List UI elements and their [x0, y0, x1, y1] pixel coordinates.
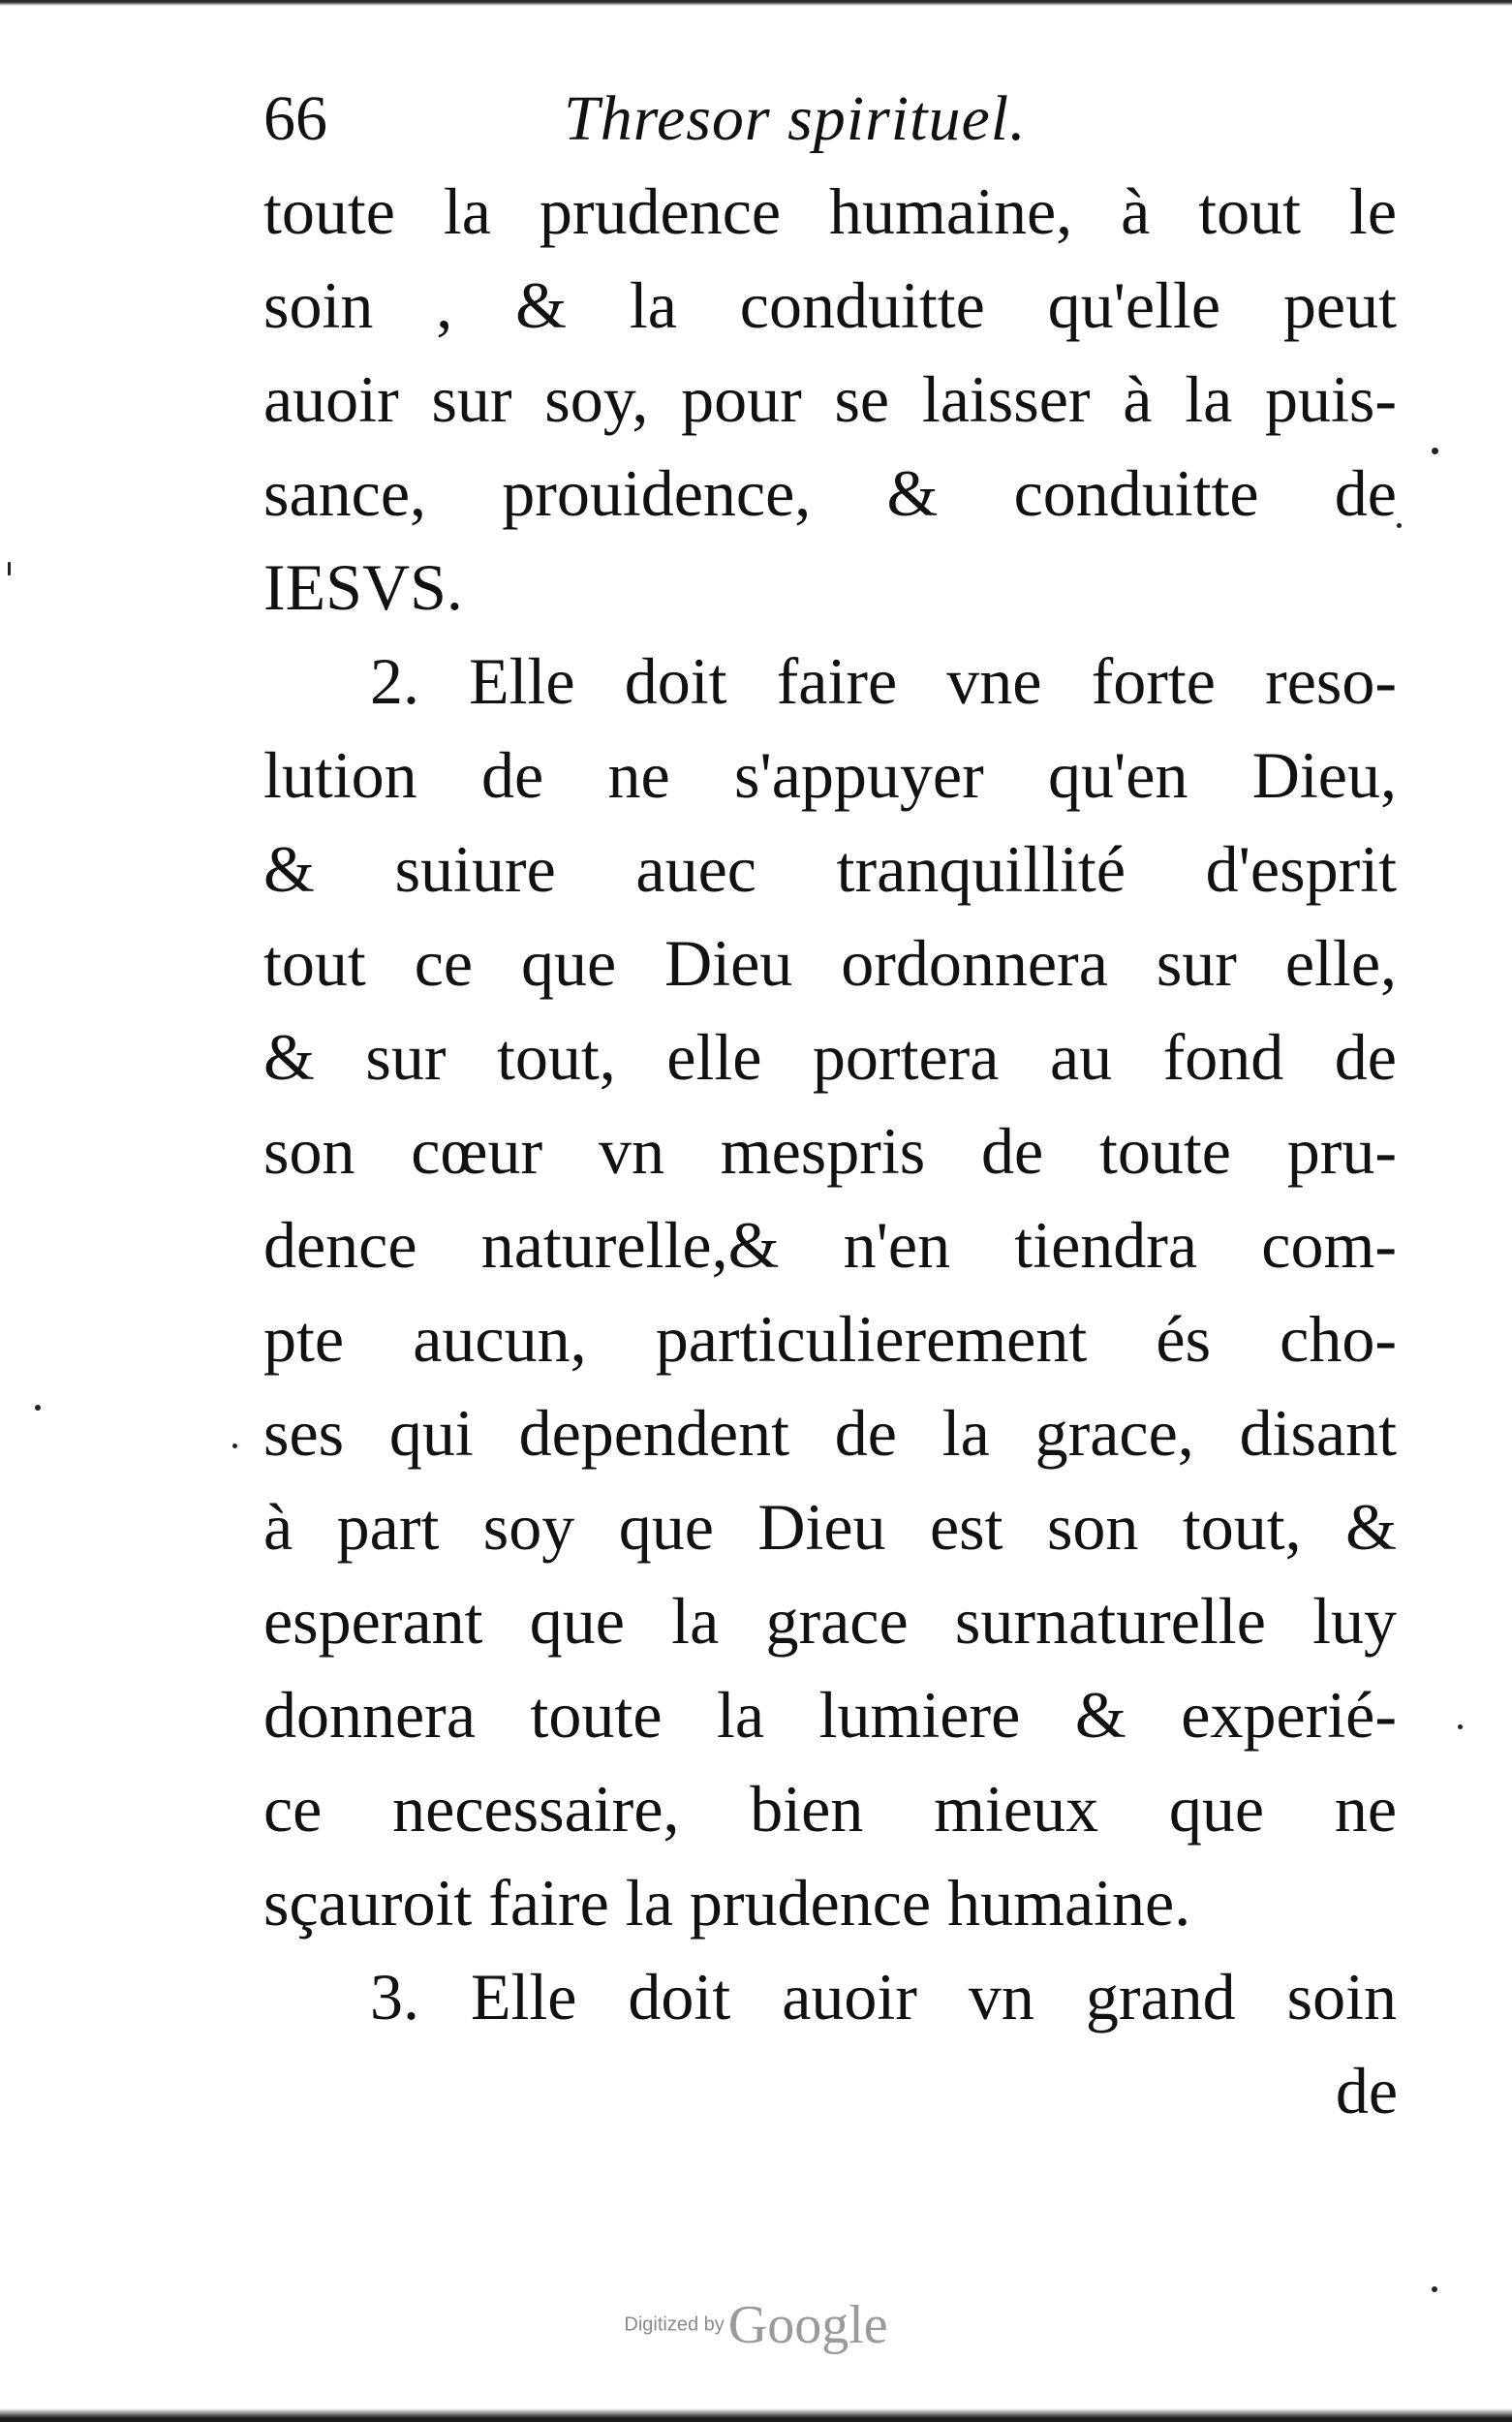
text-line-numbered: 2. Elle doit faire vne forte reso-: [370, 644, 1397, 718]
text-line: & suiure auec tranquillité d'esprit: [263, 832, 1397, 906]
body-text: [263, 165, 1397, 2044]
scan-edge-bottom: [0, 2408, 1512, 2422]
scan-speck: [232, 1444, 237, 1448]
text-line: IESVS.: [263, 550, 463, 624]
text-line: ce necessaire, bien mieux que ne: [263, 1772, 1397, 1846]
scan-speck: [8, 562, 11, 575]
text-line: auoir sur soy, pour se laisser à la puis-: [263, 362, 1397, 436]
google-logo: Google: [727, 2295, 888, 2355]
text-line: à part soy que Dieu est son tout, &: [263, 1490, 1397, 1564]
text-line: & sur tout, elle portera au fond de: [263, 1020, 1397, 1094]
text-line: sance, prouidence, & conduitte de: [263, 456, 1397, 530]
scan-speck: [35, 1405, 41, 1411]
text-line: donnera toute la lumiere & experié-: [263, 1678, 1397, 1752]
scan-speck: [1458, 1724, 1463, 1729]
text-line: ses qui dependent de la grace, disant: [263, 1396, 1397, 1470]
digitized-label: Digitized by: [624, 2313, 725, 2336]
text-line-numbered: 3. Elle doit auoir vn grand soin: [370, 1960, 1397, 2034]
scan-speck: [1432, 2286, 1437, 2292]
text-line: sçauroit faire la prudence humaine.: [263, 1866, 1191, 1940]
text-line: lution de ne s'appuyer qu'en Dieu,: [263, 738, 1397, 812]
text-line: soin , & la conduitte qu'elle peut: [263, 268, 1397, 342]
scan-speck: [1432, 448, 1438, 454]
page-number: 66: [263, 83, 327, 154]
text-line: esperant que la grace surnaturelle luy: [263, 1584, 1397, 1658]
running-title: Thresor spirituel.: [564, 83, 1027, 154]
digitized-watermark: [0, 2294, 1512, 2356]
text-line: pte aucun, particulierement és cho-: [263, 1302, 1397, 1376]
scan-edge-top: [0, 0, 1512, 6]
text-line: tout ce que Dieu ordonnera sur elle,: [263, 926, 1397, 1000]
text-line: son cœur vn mespris de toute pru-: [263, 1114, 1397, 1188]
catchword: de: [1335, 2054, 1398, 2127]
running-head: [263, 76, 1406, 163]
text-line: toute la prudence humaine, à tout le: [263, 174, 1397, 248]
scan-speck: [1397, 523, 1402, 528]
text-line: dence naturelle,& n'en tiendra com-: [263, 1208, 1397, 1282]
